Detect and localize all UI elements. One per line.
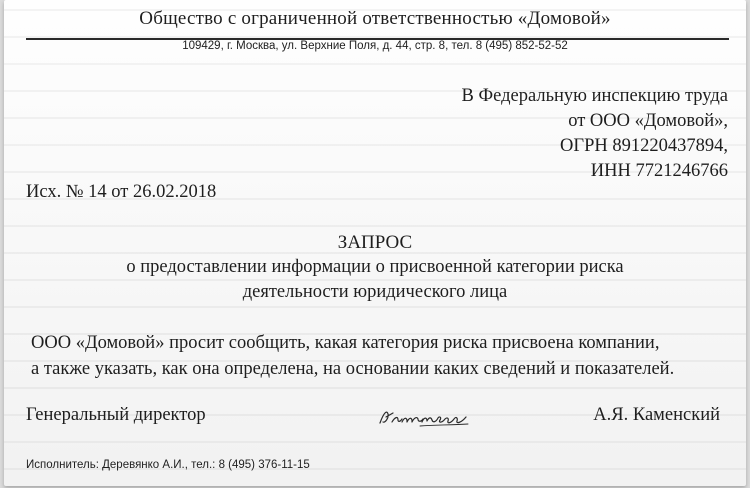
body-line: ООО «Домовой» просит сообщить, какая категория риска присвоена компании, [31,333,660,353]
recipient-line: ОГРН 891220437894, [560,136,728,156]
recipient-line: В Федеральную инспекцию труда [461,86,728,106]
document-title-block [0,230,750,305]
recipient-block [462,84,728,184]
company-name: Общество с ограниченной ответственностью «Домовой» [139,8,611,29]
body-paragraph [26,330,726,382]
outgoing-reference: Исх. № 14 от 26.02.2018 [26,182,217,202]
body-line: а также указать, как она определена, на основании каких сведений и показателей. [31,359,675,379]
document-title: ЗАПРОС [337,232,413,253]
executor-contact: Исполнитель: Деревянко А.И., тел.: 8 (495) 376-11-15 [26,459,310,471]
company-address: 109429, г. Москва, ул. Верхние Поля, д. 44, стр. 8, тел. 8 (495) 852-52-52 [182,40,568,52]
handwritten-signature [376,404,472,430]
recipient-line: ИНН 7721246766 [590,161,728,181]
document-subtitle-line: деятельности юридического лица [242,282,508,302]
document-subtitle-line: о предоставлении информации о присвоенной категории риска [126,257,624,277]
signer-name: А.Я. Каменский [593,405,720,425]
recipient-line: от ООО «Домовой», [568,111,728,131]
signer-position: Генеральный директор [26,405,206,425]
